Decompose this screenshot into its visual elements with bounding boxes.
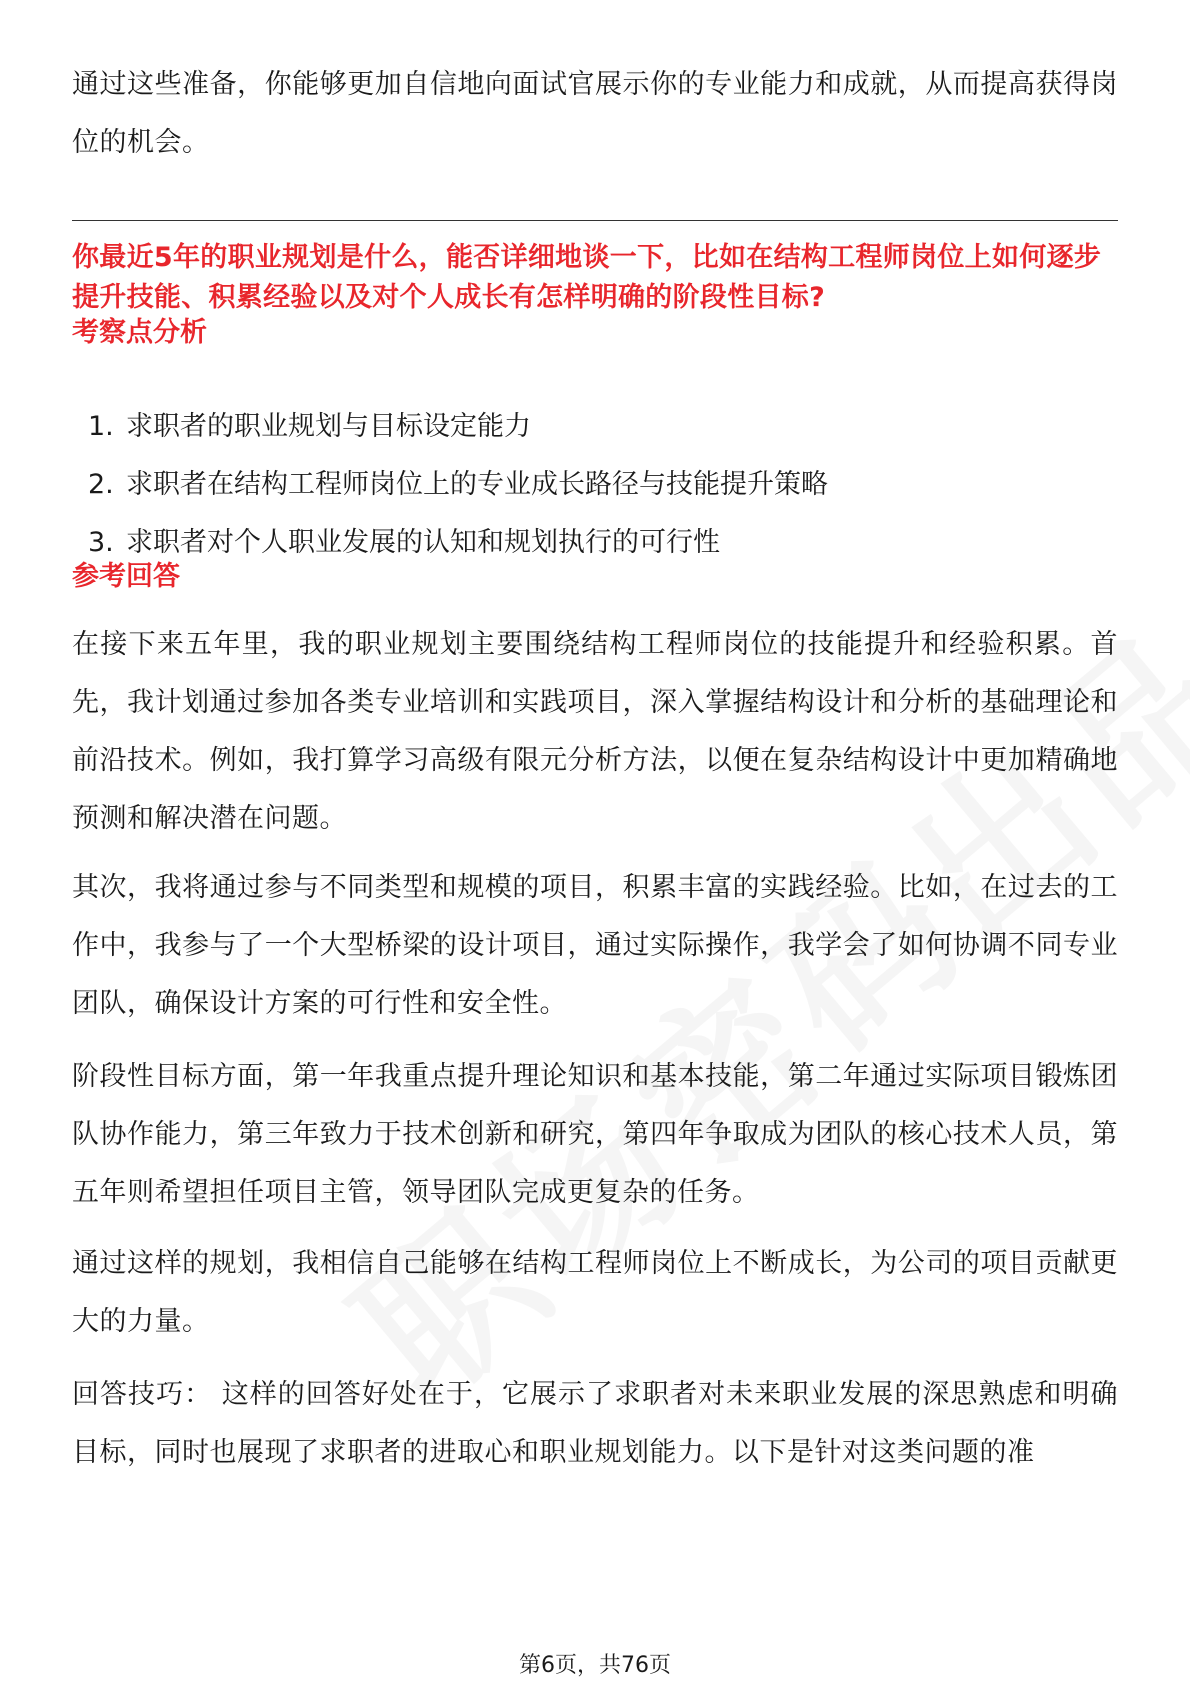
answer-paragraph-2: 其次，我将通过参与不同类型和规模的项目，积累丰富的实践经验。比如，在过去的工作中，我参与了一个大型桥梁的设计项目，通过实际操作，我学会了如何协调不同专业团队，确保设计方案的可行性和安全性。 — [72, 872, 1118, 1019]
intro-paragraph: 通过这些准备，你能够更加自信地向面试官展示你的专业能力和成就，从而提高获得岗位的机会。 — [72, 69, 1118, 158]
answer-paragraph-4: 通过这样的规划，我相信自己能够在结构工程师岗位上不断成长，为公司的项目贡献更大的力量。 — [72, 1248, 1118, 1337]
section-divider — [72, 220, 1118, 221]
list-item-text: 求职者对个人职业发展的认知和规划执行的可行性 — [126, 527, 720, 558]
list-item-number: 3. — [88, 527, 114, 558]
answer-paragraph-1: 在接下来五年里，我的职业规划主要围绕结构工程师岗位的技能提升和经验积累。首先，我计划通过参加各类专业培训和实践项目，深入掌握结构设计和分析的基础理论和前沿技术。例如，我打算学习高级有限元分析方法，以便在复杂结构设计中更加精确地预测和解决潜在问题。 — [72, 629, 1118, 834]
question-title: 你最近5年的职业规划是什么，能否详细地谈一下，比如在结构工程师岗位上如何逐步提升技能、积累经验以及对个人成长有怎样明确的阶段性目标? — [72, 242, 1102, 313]
analysis-list — [72, 398, 1118, 572]
answer-paragraph-3: 阶段性目标方面，第一年我重点提升理论知识和基本技能，第二年通过实际项目锻炼团队协作能力，第三年致力于技术创新和研究，第四年争取成为团队的核心技术人员，第五年则希望担任项目主管，领导团队完成更复杂的任务。 — [72, 1061, 1118, 1208]
list-item-number: 1. — [88, 411, 114, 442]
analysis-heading: 考察点分析 — [72, 317, 207, 348]
list-item — [72, 456, 1118, 514]
list-item-number: 2. — [88, 469, 114, 500]
page-footer: 第6页，共76页 — [519, 1653, 671, 1678]
answer-heading: 参考回答 — [72, 561, 180, 592]
list-item-text: 求职者的职业规划与目标设定能力 — [126, 411, 531, 442]
list-item — [72, 398, 1118, 456]
list-item — [72, 514, 1118, 572]
answer-tip-paragraph: 回答技巧： 这样的回答好处在于，它展示了求职者对未来职业发展的深思熟虑和明确目标，同时也展现了求职者的进取心和职业规划能力。以下是针对这类问题的准 — [72, 1379, 1118, 1468]
list-item-text: 求职者在结构工程师岗位上的专业成长路径与技能提升策略 — [126, 469, 828, 500]
